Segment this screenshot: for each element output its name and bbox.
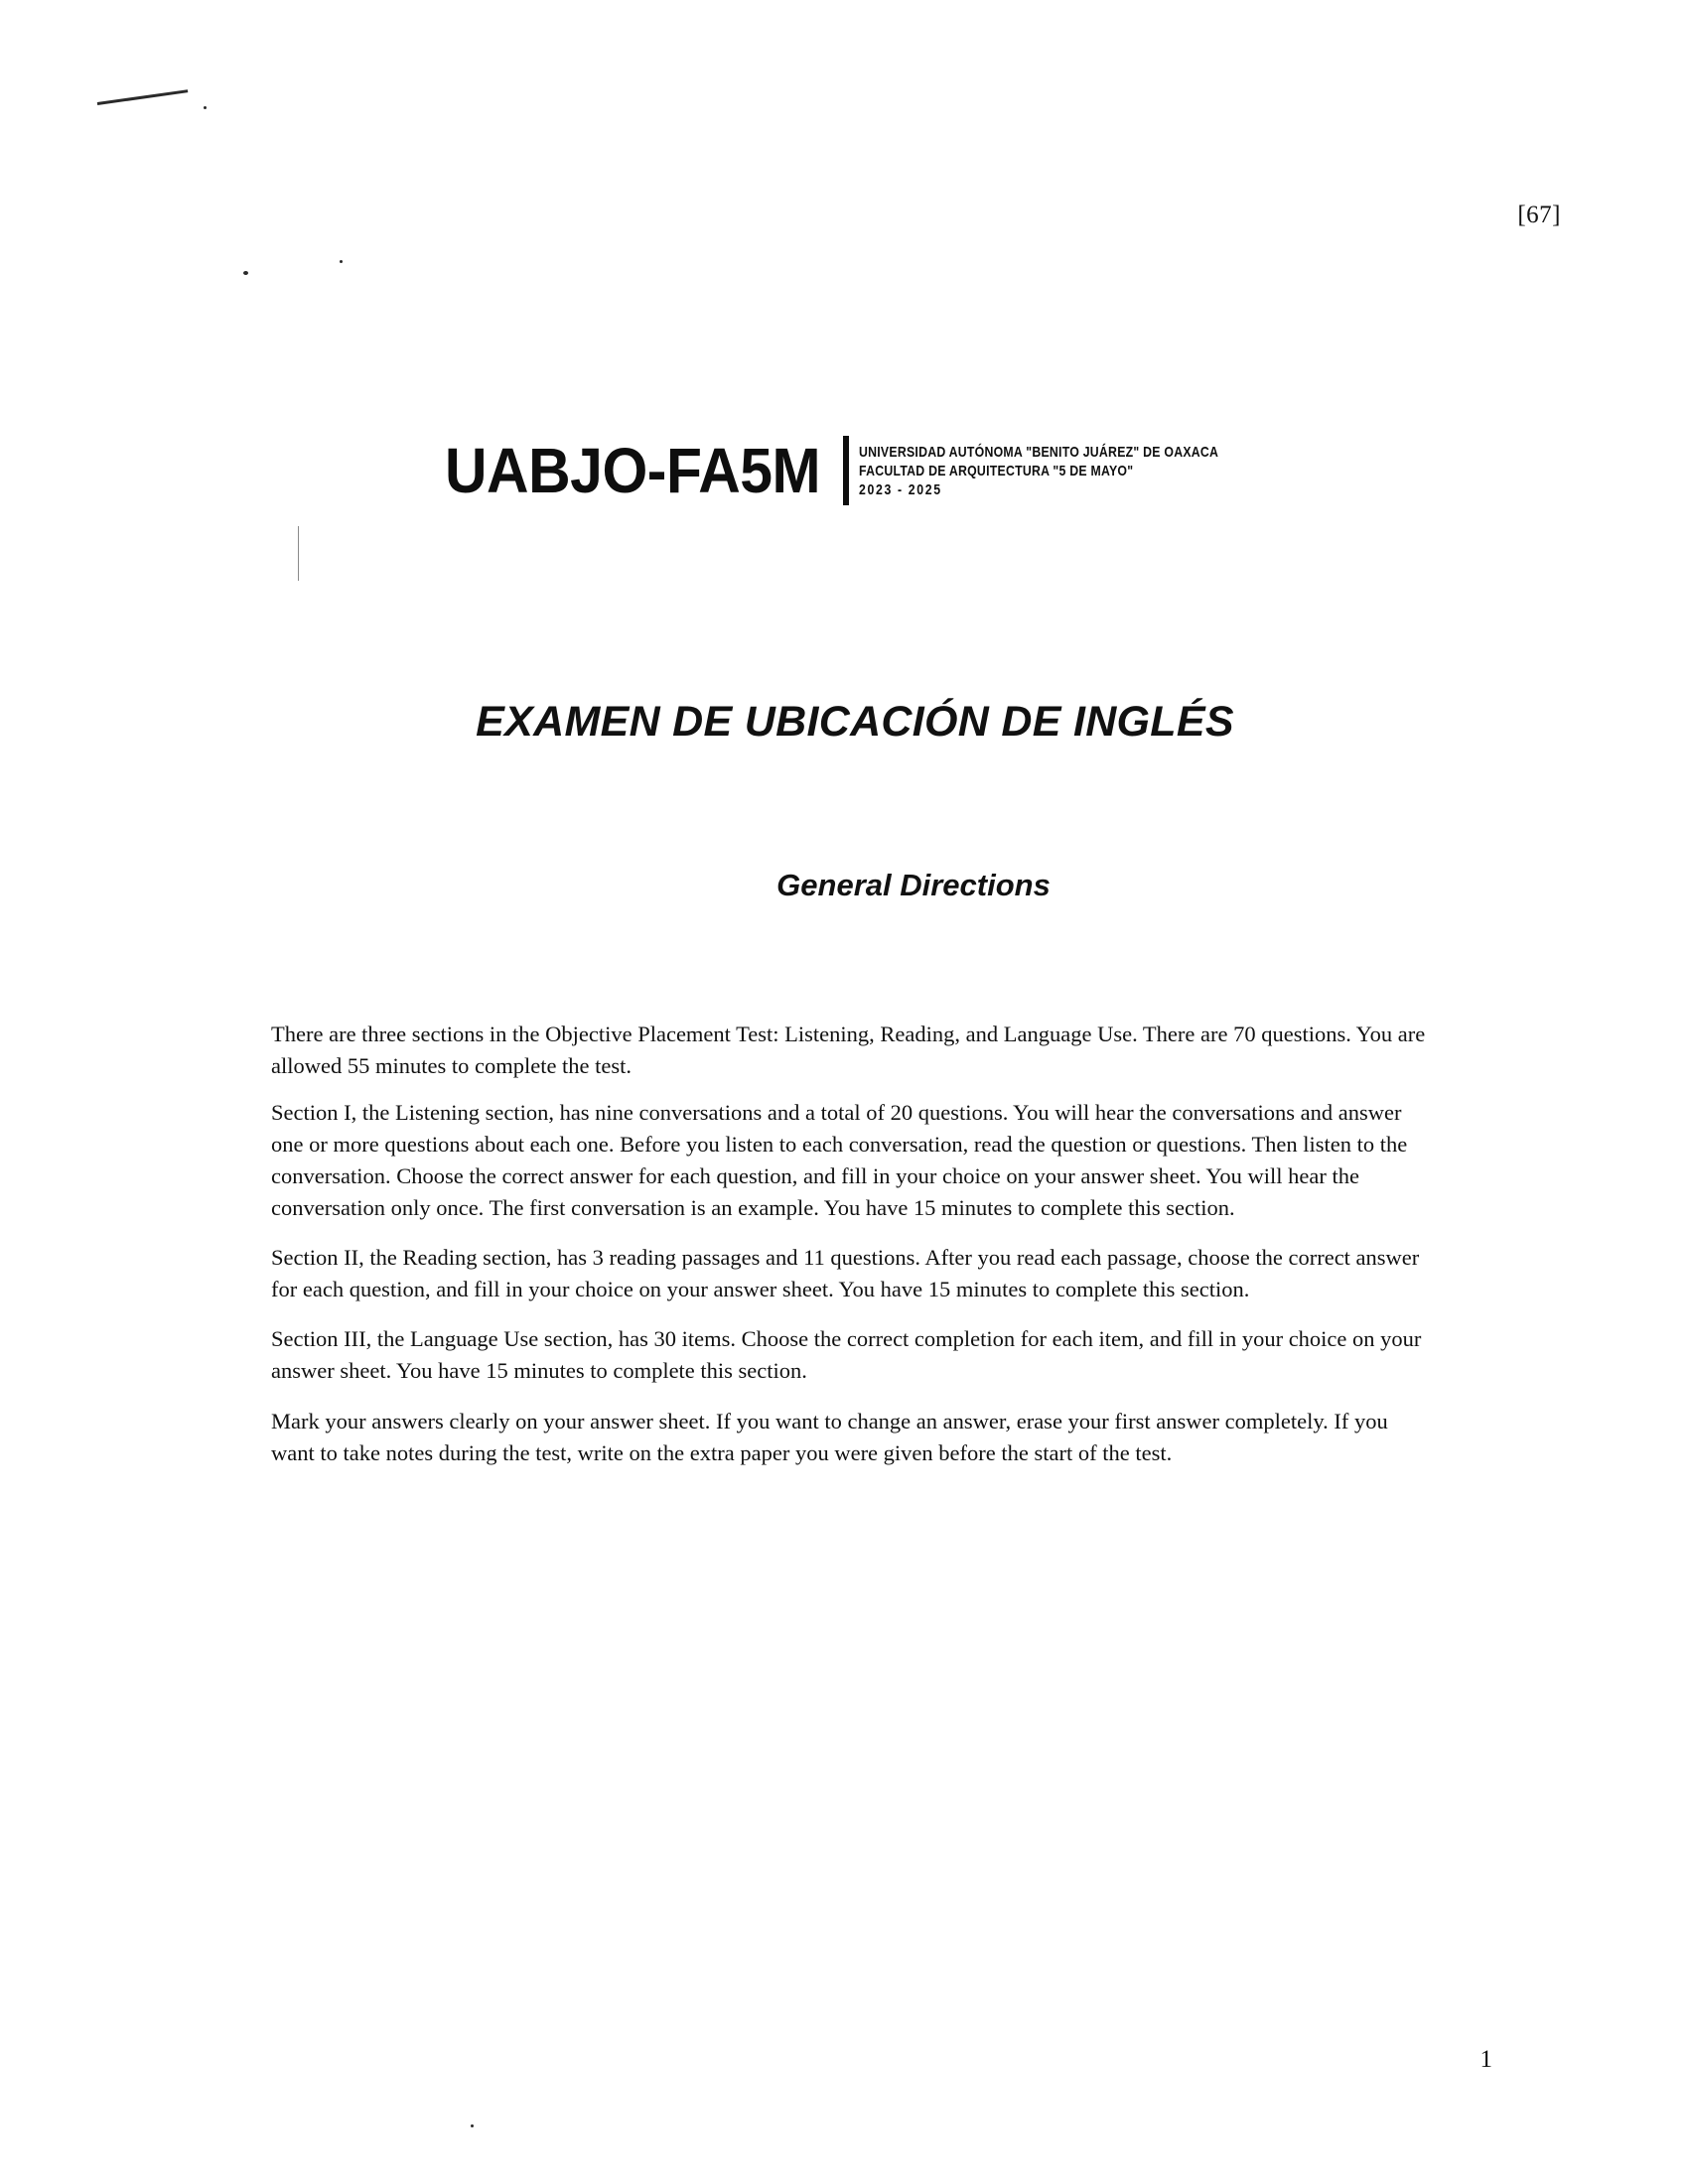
section-subtitle: General Directions bbox=[776, 868, 1051, 902]
paragraph-section-2: Section II, the Reading section, has 3 reading passages and 11 questions. After you read each passage, choose the correct answer for each question, and fill in your choice on your answer sheet. You have 15 minutes to complete this section. bbox=[271, 1245, 1420, 1301]
document-title: EXAMEN DE UBICACIÓN DE INGLÉS bbox=[476, 698, 1234, 746]
scan-bleed-line bbox=[298, 526, 299, 581]
scan-pen-stroke bbox=[97, 89, 189, 105]
scan-speck bbox=[243, 271, 248, 275]
logo-caption bbox=[859, 443, 1218, 499]
scan-speck bbox=[204, 106, 207, 109]
paragraph-section-1: Section I, the Listening section, has nine conversations and a total of 20 questions. You will hear the conversations and answer one or more questions about each one. Before you listen to each conversation, read the question or questions. Then listen to the conversation. Choose the correct answer for each question, and fill in your choice on your answer sheet. You will hear the conversation only once. The first conversation is an example. You have 15 minutes to complete this section. bbox=[271, 1100, 1408, 1220]
directions-body bbox=[271, 1019, 1435, 1484]
page-reference: [67] bbox=[1517, 202, 1561, 228]
page-number: 1 bbox=[1479, 2046, 1492, 2073]
logo-university-name: UNIVERSIDAD AUTÓNOMA "BENITO JUÁREZ" DE OAXACA bbox=[859, 443, 1219, 461]
logo-wordmark: UABJO-FA5M bbox=[445, 435, 821, 506]
logo-faculty-name: FACULTAD DE ARQUITECTURA "5 DE MAYO" bbox=[859, 462, 1134, 479]
logo-divider bbox=[843, 436, 849, 505]
scan-speck bbox=[471, 2124, 474, 2127]
paragraph-closing: Mark your answers clearly on your answer sheet. If you want to change an answer, erase your first answer completely. If you want to take notes during the test, write on the extra paper you were given before the start of the test. bbox=[271, 1409, 1388, 1465]
paragraph-section-3: Section III, the Language Use section, has 30 items. Choose the correct completion for each item, and fill in your choice on your answer sheet. You have 15 minutes to complete this section. bbox=[271, 1326, 1422, 1383]
paragraph-intro: There are three sections in the Objective Placement Test: Listening, Reading, and Language Use. There are 70 questions. You are allowed 55 minutes to complete the test. bbox=[271, 1022, 1426, 1078]
university-logo bbox=[445, 431, 1298, 510]
scan-speck bbox=[340, 260, 343, 263]
logo-years: 2023 - 2025 bbox=[859, 480, 942, 498]
